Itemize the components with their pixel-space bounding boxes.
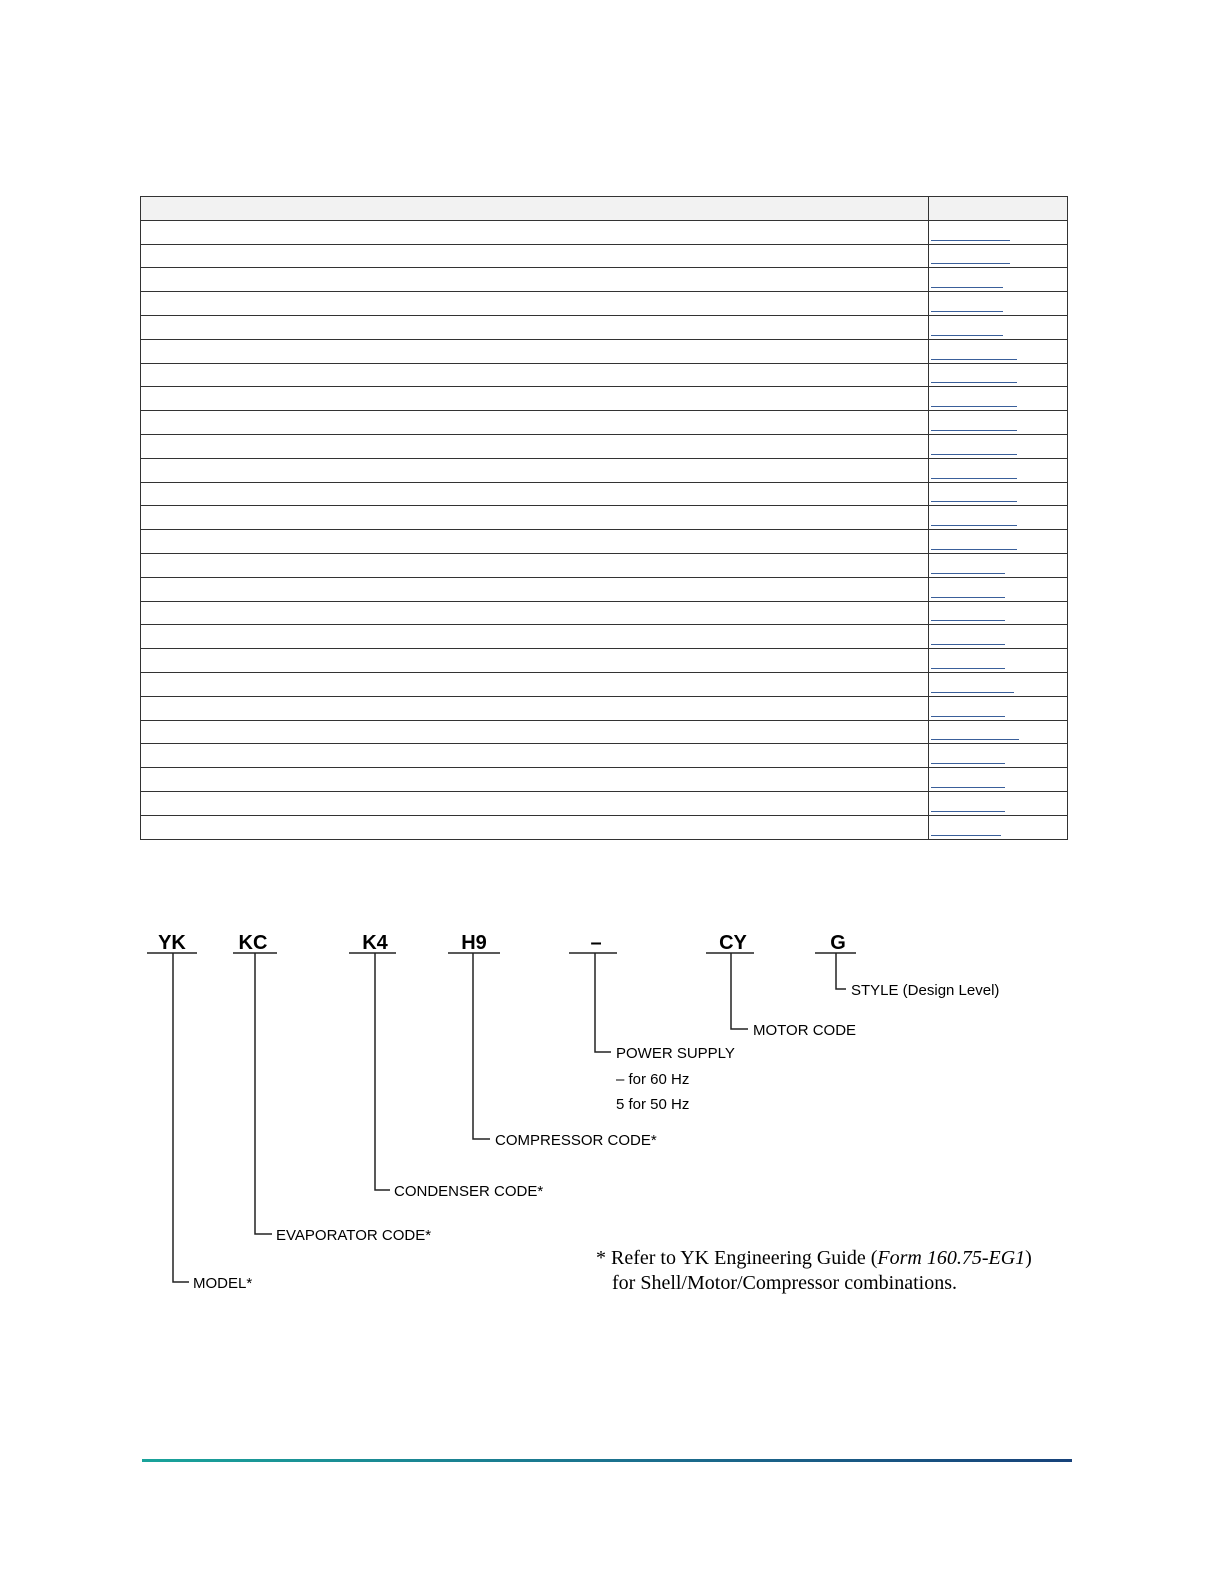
- label-compressor: COMPRESSOR CODE*: [495, 1132, 657, 1149]
- code-motor: CY: [719, 932, 747, 954]
- label-power-60: – for 60 Hz: [616, 1071, 690, 1088]
- code-model: YK: [158, 932, 186, 954]
- label-power: POWER SUPPLY: [616, 1045, 735, 1062]
- code-power: –: [590, 932, 602, 954]
- label-evaporator: EVAPORATOR CODE*: [276, 1227, 432, 1244]
- footnote-line1: [596, 1247, 1032, 1269]
- label-condenser: CONDENSER CODE*: [394, 1183, 544, 1200]
- label-model: MODEL*: [193, 1275, 253, 1292]
- footer-rule: [142, 1459, 1072, 1462]
- code-condenser: K4: [362, 932, 388, 954]
- footnote-form: Form 160.75-EG1: [877, 1247, 1026, 1269]
- code-style: G: [830, 932, 846, 954]
- footnote-line2: for Shell/Motor/Compressor combinations.: [612, 1272, 957, 1294]
- leader-lines: [173, 953, 846, 1282]
- code-compressor: H9: [461, 932, 487, 954]
- label-style: STYLE (Design Level): [851, 982, 1000, 999]
- code-evaporator: KC: [238, 932, 268, 954]
- label-power-50: 5 for 50 Hz: [616, 1096, 690, 1113]
- footnote-prefix: * Refer to YK Engineering Guide (: [596, 1247, 878, 1269]
- footnote-suffix: ): [1025, 1247, 1032, 1269]
- label-motor: MOTOR CODE: [753, 1022, 857, 1039]
